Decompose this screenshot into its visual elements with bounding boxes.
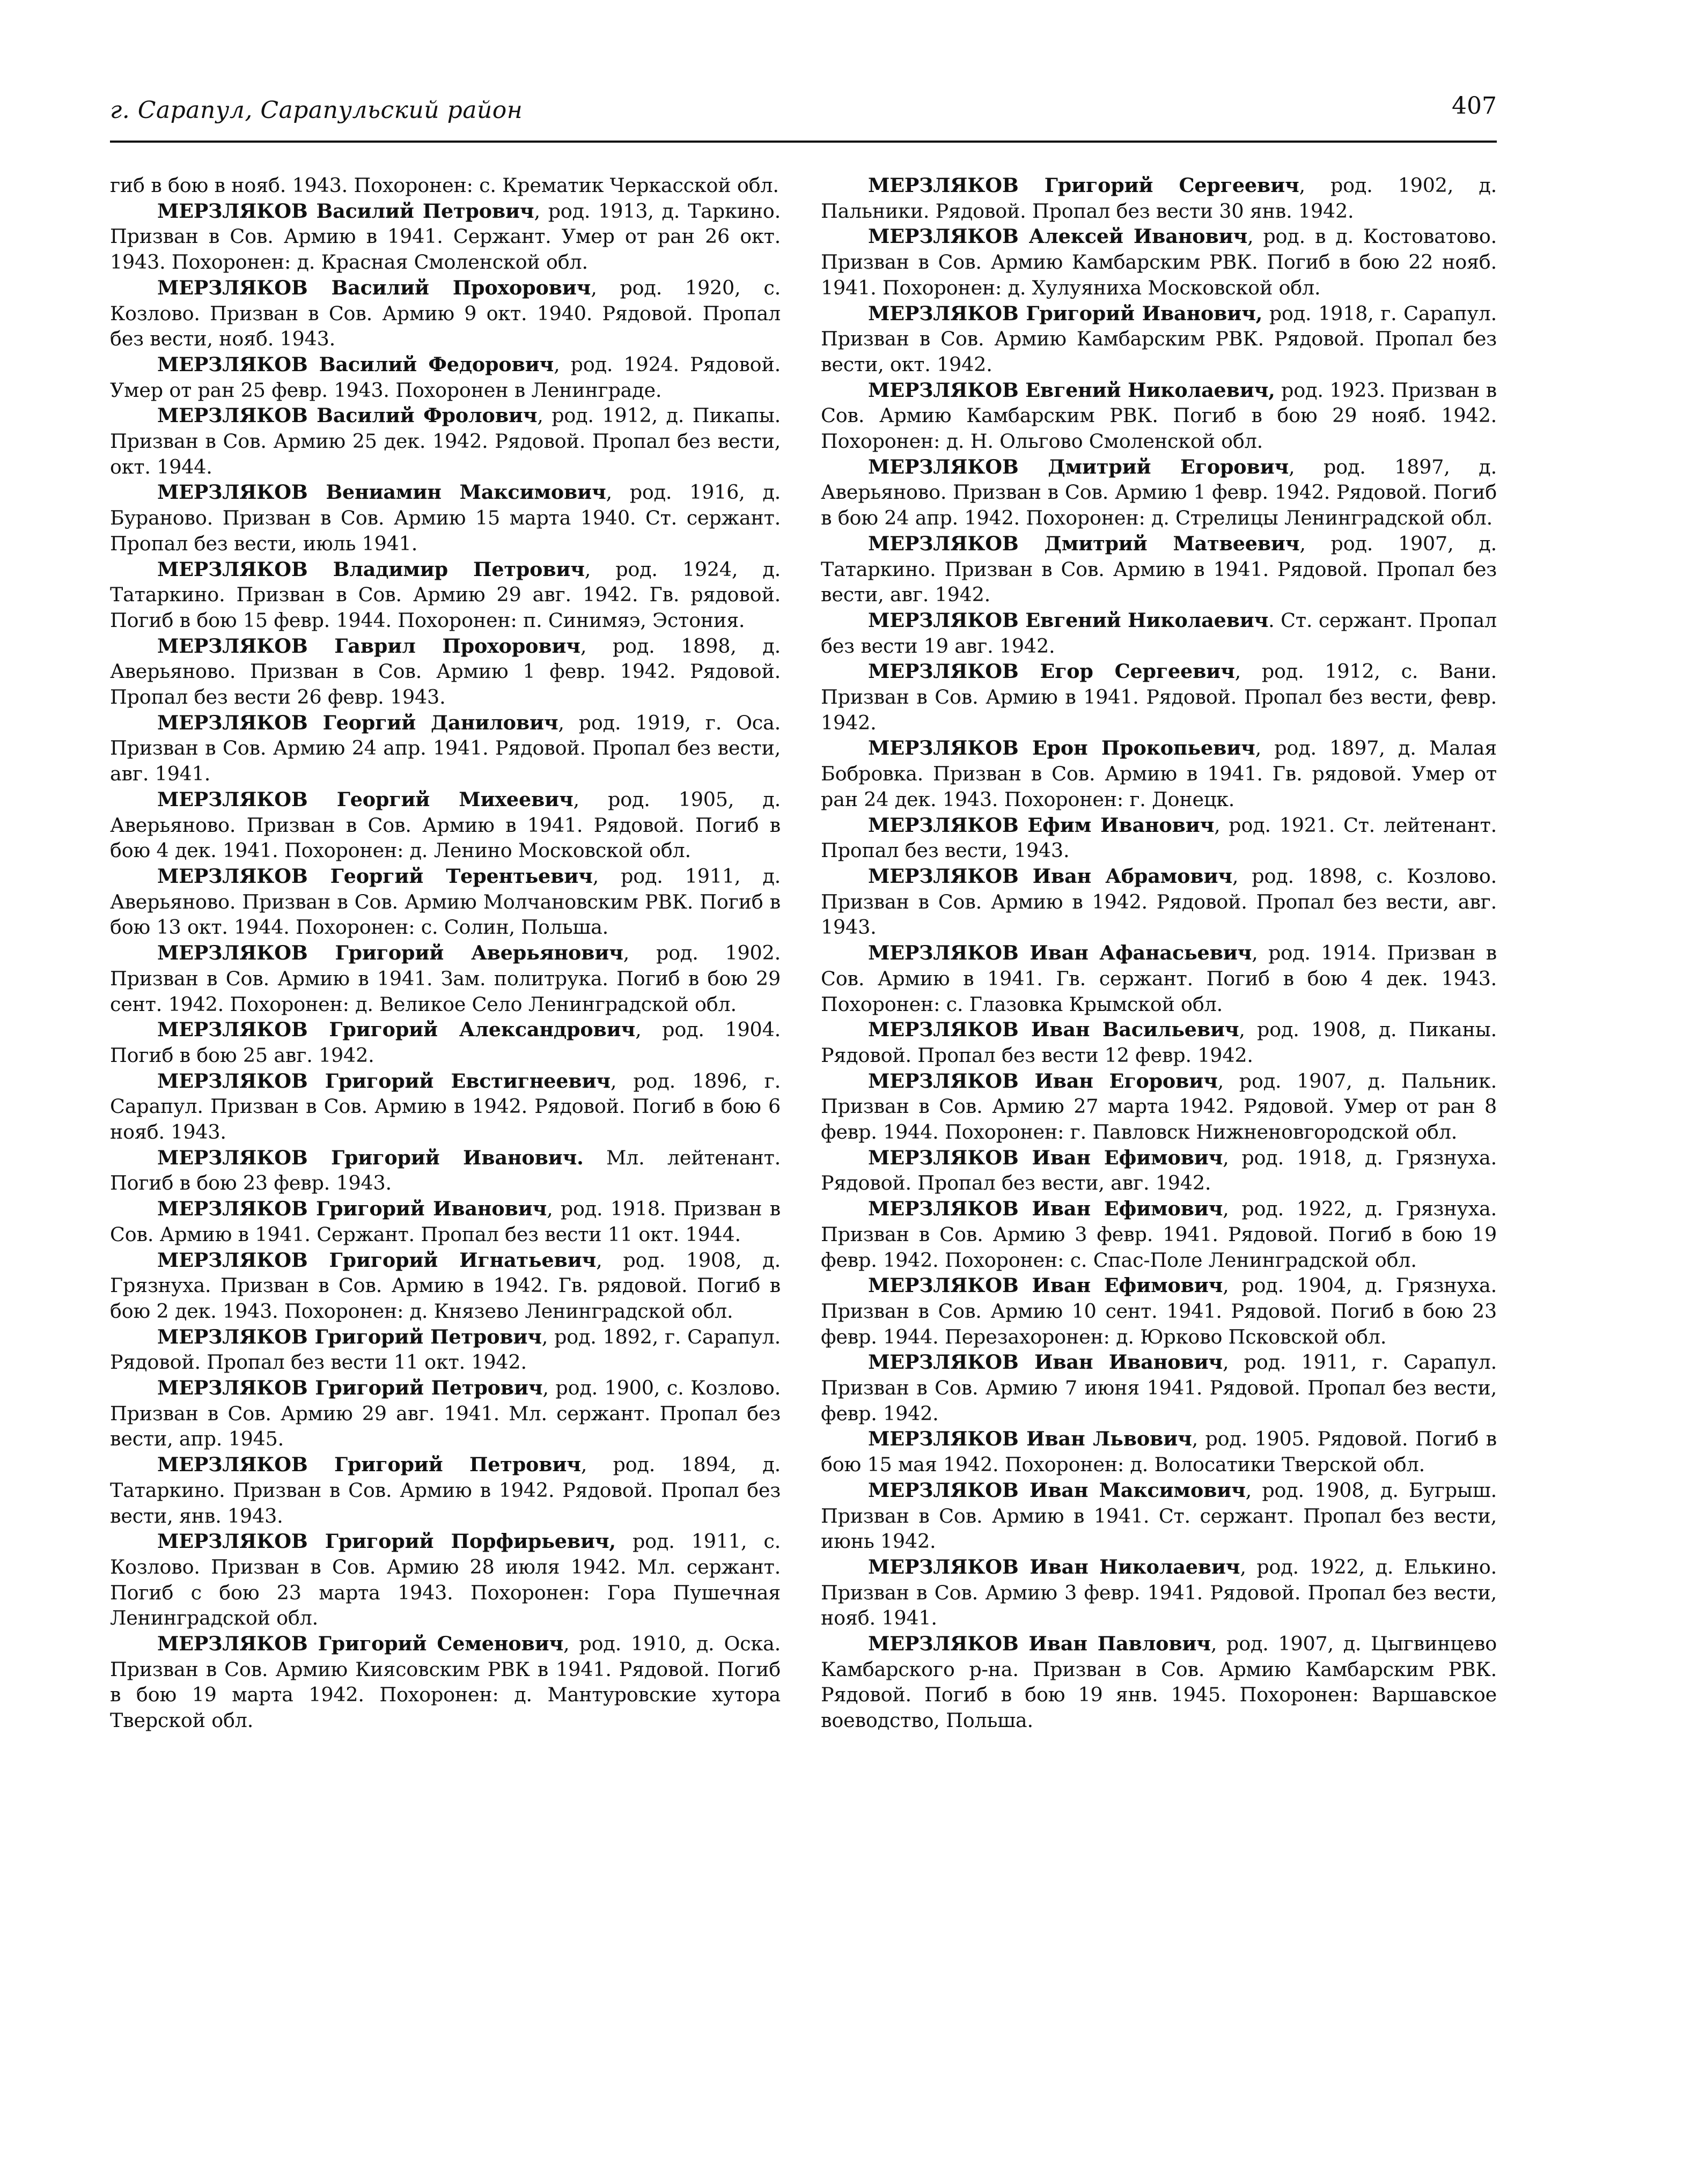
entry-name: МЕРЗЛЯКОВ Алексей Иванович (868, 225, 1247, 248)
entry-name: МЕРЗЛЯКОВ Иван Ефимович (868, 1197, 1223, 1221)
entry-text: , род. 1902. Призван в Сов. Армию в 1941. Зам. политрука. Погиб в бою 29 сент. 1942. Похоронен: д. Великое Село Ленинградской обл. (110, 941, 781, 1016)
list-item (821, 454, 1497, 531)
entry-name: МЕРЗЛЯКОВ Дмитрий Егорович (868, 455, 1289, 478)
entry-name: МЕРЗЛЯКОВ Дмитрий Матвеевич (868, 532, 1300, 555)
entry-name: МЕРЗЛЯКОВ Григорий Петрович (157, 1325, 542, 1348)
list-item (821, 864, 1497, 940)
entry-text: , род. 1910, д. Оска. Призван в Сов. Армию Киясовским РВК в 1941. Рядовой. Погиб в бою 19 марта 1942. Похоронен: д. Мантуровские хутора Тверской обл. (110, 1632, 781, 1732)
entry-text: , род. 1902, д. Пальники. Рядовой. Пропал без вести 30 янв. 1942. (821, 174, 1497, 223)
list-item (110, 1196, 781, 1247)
header-rule (110, 141, 1497, 143)
entry-text: , род. 1924. Рядовой. Умер от ран 25 февр. 1943. Похоронен в Ленинграде. (110, 352, 781, 402)
list-item (110, 864, 781, 940)
running-header (110, 92, 1497, 136)
page-number: 407 (1452, 92, 1497, 120)
entry-text: , род. 1897, д. Аверьяново. Призван в Сов. Армию 1 февр. 1942. Рядовой. Погиб в бою 24 апр. 1942. Похоронен: д. Стрелицы Ленинградской обл. (821, 455, 1497, 530)
entry-name: МЕРЗЛЯКОВ Григорий Александрович (157, 1018, 636, 1042)
entry-name: МЕРЗЛЯКОВ Григорий Иванович (157, 1197, 547, 1221)
entry-name: МЕРЗЛЯКОВ Владимир Петрович (157, 557, 585, 581)
entry-name: МЕРЗЛЯКОВ Василий Прохорович (157, 276, 591, 299)
list-item (110, 710, 781, 787)
entry-text: , род. 1916, д. Бураново. Призван в Сов. Армию 15 марта 1940. Ст. сержант. Пропал без вести, июль 1941. (110, 481, 781, 555)
entry-text: , род. 1905, д. Аверьяново. Призван в Сов. Армию в 1941. Рядовой. Погиб в бою 4 дек. 1941. Похоронен: д. Ленино Московской обл. (110, 787, 781, 862)
entry-text: , род. 1920, с. Козлово. Призван в Сов. Армию 9 окт. 1940. Рядовой. Пропал без вести, нояб. 1943. (110, 276, 781, 351)
entry-text: род. 1911, с. Козлово. Призван в Сов. Армию 28 июля 1942. Мл. сержант. Погиб с бою 23 марта 1943. Похоронен: Гора Пушечная Ленинградской обл. (110, 1530, 781, 1630)
entry-text: , род. 1912, с. Вани. Призван в Сов. Армию в 1941. Рядовой. Пропал без вести, февр. 1942. (821, 660, 1497, 734)
entry-text: , род. в д. Костоватово. Призван в Сов. Армию Камбарским РВК. Погиб в бою 22 нояб. 1941. Похоронен: д. Хулуяниха Московской обл. (821, 225, 1497, 299)
list-item (821, 1273, 1497, 1349)
entry-name: МЕРЗЛЯКОВ Евгений Николаевич, (868, 378, 1275, 402)
list-item (110, 198, 781, 275)
entry-name: МЕРЗЛЯКОВ Егор Сергеевич (868, 660, 1235, 683)
entry-text: , род. 1921. Ст. лейтенант. Пропал без вести, 1943. (821, 813, 1497, 862)
entry-text: , род. 1892, г. Сарапул. Рядовой. Пропал без вести 11 окт. 1942. (110, 1325, 781, 1374)
entry-name: МЕРЗЛЯКОВ Гаврил Прохорович (157, 634, 580, 658)
entry-text: , род. 1898, д. Аверьяново. Призван в Сов. Армию 1 февр. 1942. Рядовой. Пропал без вести 26 февр. 1943. (110, 634, 781, 709)
list-item (821, 1631, 1497, 1733)
entry-name: МЕРЗЛЯКОВ Григорий Петрович (157, 1376, 543, 1400)
list-item (110, 173, 781, 198)
list-item (110, 633, 781, 710)
entry-name: МЕРЗЛЯКОВ Василий Федорович (157, 352, 554, 376)
entry-name: МЕРЗЛЯКОВ Георгий Михеевич (157, 787, 574, 811)
entry-text: , род. 1911, д. Аверьяново. Призван в Сов. Армию Молчановским РВК. Погиб в бою 13 окт. 1944. Похоронен: с. Солин, Польша. (110, 864, 781, 939)
list-item (821, 1145, 1497, 1196)
entry-text: род. 1918, г. Сарапул. Призван в Сов. Армию Камбарским РВК. Рядовой. Пропал без вести, окт. 1942. (821, 301, 1497, 376)
entry-name: МЕРЗЛЯКОВ Григорий Игнатьевич (157, 1248, 597, 1272)
entry-name: МЕРЗЛЯКОВ Иван Иванович (868, 1351, 1223, 1374)
list-item (821, 608, 1497, 659)
list-item (821, 1196, 1497, 1273)
list-item (821, 224, 1497, 300)
entry-name: МЕРЗЛЯКОВ Иван Максимович (868, 1478, 1246, 1502)
list-item (110, 787, 781, 864)
entry-name: МЕРЗЛЯКОВ Иван Николаевич (868, 1555, 1240, 1578)
entry-name: МЕРЗЛЯКОВ Иван Ефимович (868, 1146, 1223, 1169)
entry-name: МЕРЗЛЯКОВ Василий Петрович (157, 199, 534, 223)
list-item (821, 531, 1497, 608)
entry-name: МЕРЗЛЯКОВ Иван Павлович (868, 1632, 1211, 1656)
list-item (110, 1529, 781, 1631)
entry-text: , род. 1908, д. Грязнуха. Призван в Сов. Армию в 1942. Гв. рядовой. Погиб в бою 2 дек. 1943. Похоронен: д. Князево Ленинградской обл. (110, 1248, 781, 1323)
entry-name: МЕРЗЛЯКОВ Иван Львович (868, 1427, 1192, 1451)
entry-text: , род. 1918. Призван в Сов. Армию в 1941. Сержант. Пропал без вести 11 окт. 1944. (110, 1197, 781, 1246)
entry-name: МЕРЗЛЯКОВ Иван Егорович (868, 1069, 1218, 1093)
entry-text: , род. 1912, д. Пикапы. Призван в Сов. Армию 25 дек. 1942. Рядовой. Пропал без вести, окт. 1944. (110, 404, 781, 478)
entry-name: МЕРЗЛЯКОВ Григорий Иванович, (868, 301, 1263, 325)
entry-name: МЕРЗЛЯКОВ Григорий Петрович (157, 1453, 581, 1477)
entry-text: , род. 1894, д. Татаркино. Призван в Сов. Армию в 1942. Рядовой. Пропал без вести, янв. 1943. (110, 1453, 781, 1528)
entry-name: МЕРЗЛЯКОВ Георгий Терентьевич (157, 864, 593, 888)
entry-text: , род. 1896, г. Сарапул. Призван в Сов. Армию в 1942. Рядовой. Погиб в бою 6 нояб. 1943. (110, 1069, 781, 1144)
list-item (821, 1554, 1497, 1631)
list-item (821, 1068, 1497, 1145)
entry-text: , род. 1908, д. Бугрыш. Призван в Сов. Армию в 1941. Ст. сержант. Пропал без вести, июнь 1942. (821, 1478, 1497, 1553)
list-item (110, 1145, 781, 1196)
entry-text: , род. 1922, д. Грязнуха. Призван в Сов. Армию 3 февр. 1941. Рядовой. Погиб в бою 19 февр. 1942. Похоронен: с. Спас-Поле Ленинградской обл. (821, 1197, 1497, 1272)
entry-text: род. 1923. Призван в Сов. Армию Камбарским РВК. Погиб в бою 29 нояб. 1942. Похоронен: д. Н. Ольгово Смоленской обл. (821, 378, 1497, 453)
entry-name: МЕРЗЛЯКОВ Иван Афанасьевич (868, 941, 1252, 965)
list-item (110, 275, 781, 352)
right-column (821, 173, 1497, 1733)
entry-name: МЕРЗЛЯКОВ Григорий Аверьянович (157, 941, 623, 965)
entry-name: МЕРЗЛЯКОВ Ефим Иванович (868, 813, 1215, 837)
list-item (110, 1631, 781, 1733)
list-item (821, 735, 1497, 812)
entry-text: , род. 1904, д. Грязнуха. Призван в Сов. Армию 10 сент. 1941. Рядовой. Погиб в бою 23 февр. 1944. Перезахоронен: д. Юрково Псковской обл. (821, 1274, 1497, 1348)
entry-text: , род. 1898, с. Козлово. Призван в Сов. Армию в 1942. Рядовой. Пропал без вести, авг. 1943. (821, 864, 1497, 939)
entry-name: МЕРЗЛЯКОВ Иван Абрамович (868, 864, 1232, 888)
entry-text: , род. 1907, д. Цыгвинцево Камбарского р-на. Призван в Сов. Армию Камбарским РВК. Рядовой. Погиб в бою 19 янв. 1945. Похоронен: Варшавское воеводство, Польша. (821, 1632, 1497, 1732)
entry-name: МЕРЗЛЯКОВ Ерон Прокопьевич (868, 736, 1255, 760)
entry-text: , род. 1922, д. Елькино. Призван в Сов. Армию 3 февр. 1941. Рядовой. Пропал без вести, нояб. 1941. (821, 1555, 1497, 1630)
list-item (821, 173, 1497, 224)
list-item (110, 1324, 781, 1375)
entry-text: , род. 1907, д. Татаркино. Призван в Сов. Армию в 1941. Рядовой. Пропал без вести, авг. 1942. (821, 532, 1497, 607)
entry-text: , род. 1913, д. Таркино. Призван в Сов. Армию в 1941. Сержант. Умер от ран 26 окт. 1943. Похоронен: д. Красная Смоленской обл. (110, 199, 781, 274)
entry-name: МЕРЗЛЯКОВ Иван Ефимович (868, 1274, 1223, 1297)
entry-name: МЕРЗЛЯКОВ Григорий Семенович (157, 1632, 564, 1656)
list-item (821, 1426, 1497, 1477)
list-item (821, 301, 1497, 378)
list-item (821, 1017, 1497, 1068)
entry-text: гиб в бою в нояб. 1943. Похоронен: с. Крематик Черкасской обл. (110, 174, 779, 197)
list-item (821, 659, 1497, 735)
list-item (110, 1375, 781, 1452)
list-item (110, 1248, 781, 1324)
list-item (110, 1017, 781, 1068)
entry-text: Мл. лейтенант. Погиб в бою 23 февр. 1943. (110, 1146, 781, 1195)
entry-text: , род. 1911, г. Сарапул. Призван в Сов. Армию 7 июня 1941. Рядовой. Пропал без вести, февр. 1942. (821, 1351, 1497, 1425)
entry-name: МЕРЗЛЯКОВ Георгий Данилович (157, 711, 558, 734)
list-item (821, 940, 1497, 1017)
list-item (821, 1349, 1497, 1426)
entry-name: МЕРЗЛЯКОВ Григорий Сергеевич (868, 174, 1299, 197)
entry-text: , род. 1924, д. Татаркино. Призван в Сов. Армию 29 авг. 1942. Гв. рядовой. Погиб в бою 15 февр. 1944. Похоронен: п. Синимяэ, Эстония. (110, 557, 781, 632)
entry-text: , род. 1905. Рядовой. Погиб в бою 15 мая 1942. Похоронен: д. Волосатики Тверской обл. (821, 1427, 1497, 1477)
list-item (110, 352, 781, 403)
list-item (110, 557, 781, 633)
list-item (110, 479, 781, 556)
list-item (821, 813, 1497, 864)
entry-name: МЕРЗЛЯКОВ Вениамин Максимович (157, 481, 606, 504)
list-item (110, 940, 781, 1017)
running-title: г. Сарапул, Сарапульский район (110, 97, 523, 124)
entry-text: , род. 1904. Погиб в бою 25 авг. 1942. (110, 1018, 781, 1067)
entry-name: МЕРЗЛЯКОВ Иван Васильевич (868, 1018, 1239, 1042)
list-item (110, 1452, 781, 1529)
entry-name: МЕРЗЛЯКОВ Григорий Порфирьевич, (157, 1530, 616, 1553)
list-item (821, 378, 1497, 454)
entry-text: , род. 1908, д. Пиканы. Рядовой. Пропал без вести 12 февр. 1942. (821, 1018, 1497, 1067)
list-item (110, 1068, 781, 1145)
left-column (110, 173, 781, 1733)
entry-text: , род. 1918, д. Грязнуха. Рядовой. Пропал без вести, авг. 1942. (821, 1146, 1497, 1195)
entry-name: МЕРЗЛЯКОВ Евгений Николаевич (868, 608, 1269, 632)
entry-text: , род. 1914. Призван в Сов. Армию в 1941. Гв. сержант. Погиб в бою 4 дек. 1943. Похоронен: с. Глазовка Крымской обл. (821, 941, 1497, 1016)
entry-text: , род. 1900, с. Козлово. Призван в Сов. Армию 29 авг. 1941. Мл. сержант. Пропал без вести, апр. 1945. (110, 1376, 781, 1451)
entry-text: , род. 1907, д. Пальник. Призван в Сов. Армию 27 марта 1942. Рядовой. Умер от ран 8 февр. 1944. Похоронен: г. Павловск Нижненовгородской обл. (821, 1069, 1497, 1144)
entry-name: МЕРЗЛЯКОВ Григорий Иванович. (157, 1146, 584, 1169)
entry-text: , род. 1919, г. Оса. Призван в Сов. Армию 24 апр. 1941. Рядовой. Пропал без вести, авг. 1941. (110, 711, 781, 786)
entry-name: МЕРЗЛЯКОВ Григорий Евстигнеевич (157, 1069, 611, 1093)
entry-text: , род. 1897, д. Малая Бобровка. Призван в Сов. Армию в 1941. Гв. рядовой. Умер от ран 24 дек. 1943. Похоронен: г. Донецк. (821, 736, 1497, 811)
list-item (821, 1478, 1497, 1554)
entry-text: . Ст. сержант. Пропал без вести 19 авг. 1942. (821, 608, 1497, 658)
list-item (110, 403, 781, 479)
entry-name: МЕРЗЛЯКОВ Василий Фролович (157, 404, 538, 427)
